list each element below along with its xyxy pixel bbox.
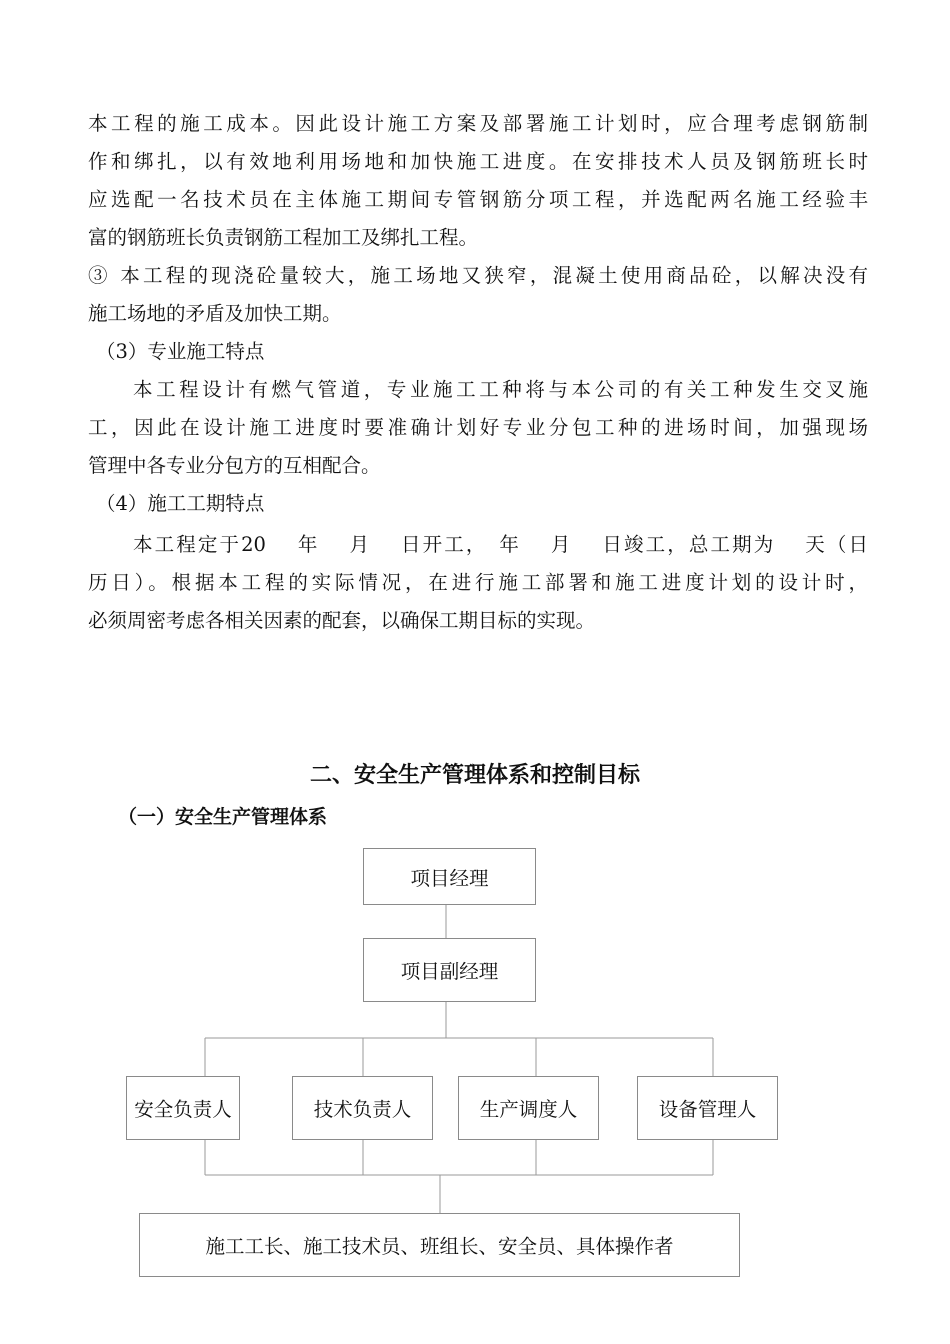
body-line-5: ③ 本工程的现浇砼量较大，施工场地又狭窄，混凝土使用商品砼，以解决没有: [88, 264, 868, 287]
org-label-production-dispatcher: 生产调度人: [479, 1098, 578, 1121]
heading-specialty-features: （3）专业施工特点: [96, 340, 265, 363]
org-box-deputy-manager: [363, 938, 536, 1002]
heading-schedule-features: （4）施工工期特点: [96, 492, 265, 515]
org-label-deputy-manager: 项目副经理: [400, 960, 499, 983]
body-line-13: 历日）。根据本工程的实际情况，在进行施工部署和施工进度计划的设计时，: [88, 571, 868, 594]
org-label-project-manager: 项目经理: [410, 866, 489, 890]
org-box-safety-lead: [126, 1076, 240, 1140]
org-box-project-manager: [363, 848, 536, 905]
body-line-3: 应选配一名技术员在主体施工期间专管钢筋分项工程，并选配两名施工经验丰: [88, 188, 868, 211]
org-box-technical-lead: [292, 1076, 433, 1140]
org-label-technical-lead: 技术负责人: [313, 1098, 412, 1121]
section-title: 二、安全生产管理体系和控制目标: [309, 763, 640, 788]
section-subtitle: （一）安全生产管理体系: [118, 806, 328, 828]
body-line-10: 管理中各专业分包方的互相配合。: [88, 454, 381, 477]
org-box-production-dispatcher: [458, 1076, 599, 1140]
org-label-site-staff: 施工工长、施工技术员、班组长、安全员、具体操作者: [205, 1235, 674, 1258]
org-label-safety-lead: 安全负责人: [134, 1098, 232, 1121]
body-line-8: 本工程设计有燃气管道，专业施工工种将与本公司的有关工种发生交叉施: [133, 378, 868, 401]
org-label-equipment-manager: 设备管理人: [658, 1098, 757, 1121]
body-line-1: 本工程的施工成本。因此设计施工方案及部署施工计划时，应合理考虑钢筋制: [88, 112, 868, 135]
org-box-site-staff: [139, 1213, 740, 1277]
body-line-12: 本工程定于20 年 月 日开工， 年 月 日竣工，总工期为 天（日: [133, 533, 868, 556]
body-line-6: 施工场地的矛盾及加快工期。: [88, 302, 342, 325]
org-box-equipment-manager: [637, 1076, 778, 1140]
body-line-2: 作和绑扎，以有效地利用场地和加快施工进度。在安排技术人员及钢筋班长时: [88, 150, 868, 173]
body-line-9: 工，因此在设计施工进度时要准确计划好专业分包工种的进场时间，加强现场: [88, 416, 868, 439]
body-line-4: 富的钢筋班长负责钢筋工程加工及绑扎工程。: [88, 226, 479, 249]
body-line-14: 必须周密考虑各相关因素的配套，以确保工期目标的实现。: [88, 609, 596, 632]
